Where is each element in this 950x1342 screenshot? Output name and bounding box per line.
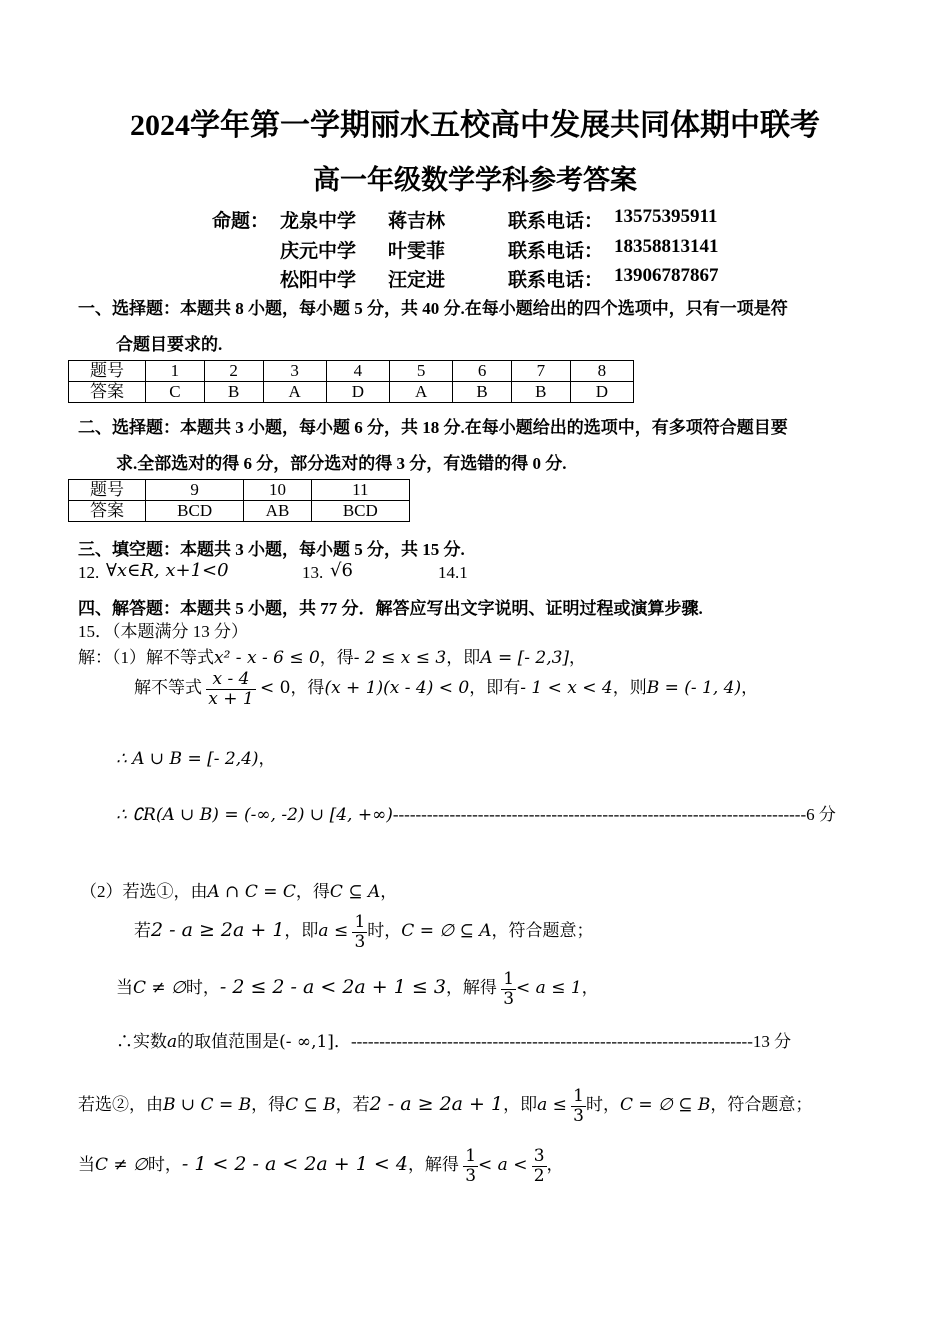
text: ，解得 [407, 1155, 459, 1175]
fraction-denominator: 3 [465, 1165, 477, 1186]
q12-answer: ∀x∈R, x+1<0 [106, 560, 229, 581]
math-a-le: a ≤ [318, 921, 349, 942]
math-subset: C ⊆ A [329, 882, 381, 902]
text: 的取值范围是 [177, 1032, 280, 1051]
math-fraction [352, 913, 367, 951]
q15-option2-line2 [78, 1147, 564, 1185]
fraction-numerator: 3 [533, 1146, 545, 1166]
table-cell: C [146, 382, 205, 403]
math-fraction [463, 1147, 478, 1185]
math-union: ∴ A ∪ B = [- 2,4) [116, 749, 259, 769]
text: 当 [78, 1155, 95, 1175]
math-inequality: 2 - a ≥ 2a + 1 [369, 1093, 504, 1116]
math-fraction [206, 670, 255, 708]
fraction-denominator: 2 [533, 1165, 545, 1186]
math-product: (x + 1)(x - 4) < 0 [324, 678, 470, 699]
table-answer-label: 答案 [69, 501, 146, 522]
math-var: a [167, 1032, 178, 1052]
answer-table-1 [68, 360, 634, 403]
text: ，即 [284, 921, 319, 941]
text: ， [380, 882, 398, 901]
phone-label-2: 联系电话： [508, 241, 604, 262]
fraction-numerator: 1 [573, 1086, 584, 1106]
math-result: < a < [478, 1155, 528, 1176]
q15-part2-line4 [116, 1027, 791, 1052]
fraction-denominator: 3 [573, 1105, 584, 1126]
text: ，得 [251, 1095, 286, 1115]
text: 时， [185, 978, 220, 998]
table-cell: 10 [244, 480, 311, 501]
table-row [69, 382, 634, 403]
math-inequality: x² - x - 6 ≤ 0 [214, 648, 320, 668]
math-range: - 1 < x < 4 [520, 678, 613, 699]
math-union: B ∪ C = B [163, 1095, 252, 1116]
table-cell: 1 [146, 361, 205, 382]
math-nonempty: C ≠ ∅ [95, 1155, 148, 1176]
table-cell: 8 [570, 361, 633, 382]
table-cell: 11 [311, 480, 409, 501]
math-empty-set: C = ∅ ⊆ A [401, 921, 492, 942]
q14-answer: 14.1 [438, 563, 468, 582]
fraction-numerator: 1 [503, 969, 515, 989]
text: 时， [585, 1095, 620, 1115]
text: 若 [134, 921, 151, 941]
table-cell: 6 [453, 361, 512, 382]
text: 解：（1）解不等式 [78, 648, 214, 667]
math-empty-set: C = ∅ ⊆ B [619, 1095, 711, 1116]
fraction-denominator: x + 1 [208, 688, 254, 709]
q15-option2-line1 [78, 1087, 812, 1125]
math-chain-inequality: - 1 < 2 - a < 2a + 1 < 4 [181, 1153, 408, 1176]
table-row [69, 361, 634, 382]
text: ， [581, 978, 599, 998]
table-cell: B [204, 382, 263, 403]
math-set-b: B = (- 1, 4) [646, 678, 742, 699]
table-cell: 3 [263, 361, 326, 382]
table-cell: A [389, 382, 452, 403]
score-dash: ------------------------------------------------------------------------- [392, 805, 807, 824]
answer-table-2 [68, 479, 410, 522]
author-phone-3: 13906787867 [614, 265, 719, 286]
author-name-1: 蒋吉林 [388, 211, 446, 232]
text: ，即 [503, 1095, 538, 1115]
q15-line4 [116, 800, 836, 825]
text: ，即有 [469, 678, 521, 698]
table-cell: B [511, 382, 570, 403]
q12-label: 12. [78, 563, 100, 582]
q15-header: 15．（本题满分 13 分） [78, 622, 248, 641]
section1-heading: 一、选择题：本题共 8 小题，每小题 5 分，共 40 分.在每小题给出的四个选项中，只有一项是符 [78, 299, 788, 318]
table-cell: 7 [511, 361, 570, 382]
math-set-a: A = [- 2,3] [480, 648, 570, 668]
table-header-label: 题号 [69, 480, 146, 501]
text: ，得 [290, 678, 325, 698]
fraction-numerator: 1 [465, 1146, 477, 1166]
table-cell: A [263, 382, 326, 403]
q15-line2 [134, 670, 758, 708]
text: 时， [147, 1155, 182, 1175]
table-cell: 5 [389, 361, 452, 382]
score: 13 分 [752, 1032, 792, 1051]
fraction-denominator: 3 [503, 988, 515, 1009]
phone-label-3: 联系电话： [508, 270, 604, 291]
text: 时， [367, 921, 402, 941]
text: 解不等式 [134, 678, 202, 698]
math-inequality: 2 - a ≥ 2a + 1 [151, 919, 285, 942]
table-header-label: 题号 [69, 361, 146, 382]
author-school-2: 庆元中学 [280, 241, 357, 262]
text: ． [333, 1032, 351, 1051]
table-cell: BCD [311, 501, 409, 522]
table-cell: 9 [146, 480, 244, 501]
author-phone-2: 18358813141 [614, 236, 719, 257]
math-nonempty: C ≠ ∅ [133, 978, 186, 999]
author-phone-1: 13575395911 [614, 206, 718, 227]
table-cell: BCD [146, 501, 244, 522]
text: 若选②，由 [78, 1095, 163, 1115]
text: ， [546, 1155, 564, 1175]
text: ∴实数 [116, 1032, 167, 1051]
table-cell: D [570, 382, 633, 403]
text: ，解得 [445, 978, 497, 998]
table-answer-label: 答案 [69, 382, 146, 403]
fraction-denominator: 3 [354, 931, 366, 952]
score-dash: ----------------------------------------------------------------------- [350, 1032, 753, 1051]
author-name-3: 汪定进 [388, 270, 446, 291]
q15-line1 [78, 643, 586, 668]
section1-heading-cont: 合题目要求的. [116, 335, 223, 354]
author-school-1: 龙泉中学 [280, 211, 357, 232]
q15-part2-line1 [80, 877, 397, 902]
table-cell: 2 [204, 361, 263, 382]
table-cell: AB [244, 501, 311, 522]
text: ，即 [446, 648, 481, 667]
math-result: < a ≤ 1 [516, 978, 582, 999]
score: 6 分 [806, 805, 836, 824]
table-row [69, 501, 410, 522]
q15-line3 [116, 744, 276, 769]
fraction-numerator: x - 4 [206, 670, 255, 690]
q13-label: 13. [302, 563, 324, 582]
math-relation: < 0 [259, 678, 291, 699]
math-fraction [501, 970, 516, 1008]
document-title: 2024学年第一学期丽水五校高中发展共同体期中联考 [130, 109, 820, 142]
text: ， [258, 749, 276, 768]
q13-answer: √6 [330, 560, 353, 581]
math-a-le: a ≤ [537, 1095, 567, 1116]
table-cell: 4 [326, 361, 389, 382]
table-cell: B [453, 382, 512, 403]
math-range: - 2 ≤ x ≤ 3 [353, 648, 447, 668]
math-complement: ∴ ∁R(A ∪ B) = (-∞, -2) ∪ [4, +∞) [116, 805, 393, 825]
table-cell: D [326, 382, 389, 403]
text: （2）若选①，由 [80, 882, 208, 901]
author-school-3: 松阳中学 [280, 270, 357, 291]
math-fraction [532, 1147, 547, 1185]
text: ，得 [319, 648, 354, 667]
section3-heading: 三、填空题：本题共 3 小题，每小题 5 分，共 15 分. [78, 540, 465, 559]
math-subset: C ⊆ B [285, 1095, 336, 1116]
section4-heading: 四、解答题：本题共 5 小题，共 77 分．解答应写出文字说明、证明过程或演算步骤. [78, 599, 703, 618]
document-subtitle: 高一年级数学学科参考答案 [313, 165, 637, 195]
author-name-2: 叶雯菲 [388, 241, 446, 262]
phone-label-1: 联系电话： [508, 211, 604, 232]
text: ，若 [335, 1095, 370, 1115]
section2-heading: 二、选择题：本题共 3 小题，每小题 6 分，共 18 分.在每小题给出的选项中，有多项符合题目要 [78, 418, 788, 437]
author-label: 命题： [212, 211, 270, 232]
math-chain-inequality: - 2 ≤ 2 - a < 2a + 1 ≤ 3 [219, 976, 446, 999]
math-fraction [571, 1087, 586, 1125]
math-interval: (- ∞,1] [279, 1032, 334, 1052]
fraction-numerator: 1 [354, 912, 366, 932]
q15-part2-line2 [134, 913, 594, 951]
table-row [69, 480, 410, 501]
text: 当 [116, 978, 133, 998]
text: ，符合题意； [491, 921, 594, 941]
text: ，则 [612, 678, 647, 698]
text: ，符合题意； [710, 1095, 813, 1115]
section2-heading-cont: 求.全部选对的得 6 分，部分选对的得 3 分，有选错的得 0 分. [116, 454, 567, 473]
q15-part2-line3 [116, 970, 599, 1008]
text: ， [741, 678, 759, 698]
text: ， [569, 648, 587, 667]
math-intersection: A ∩ C = C [207, 882, 296, 902]
text: ，得 [295, 882, 330, 901]
